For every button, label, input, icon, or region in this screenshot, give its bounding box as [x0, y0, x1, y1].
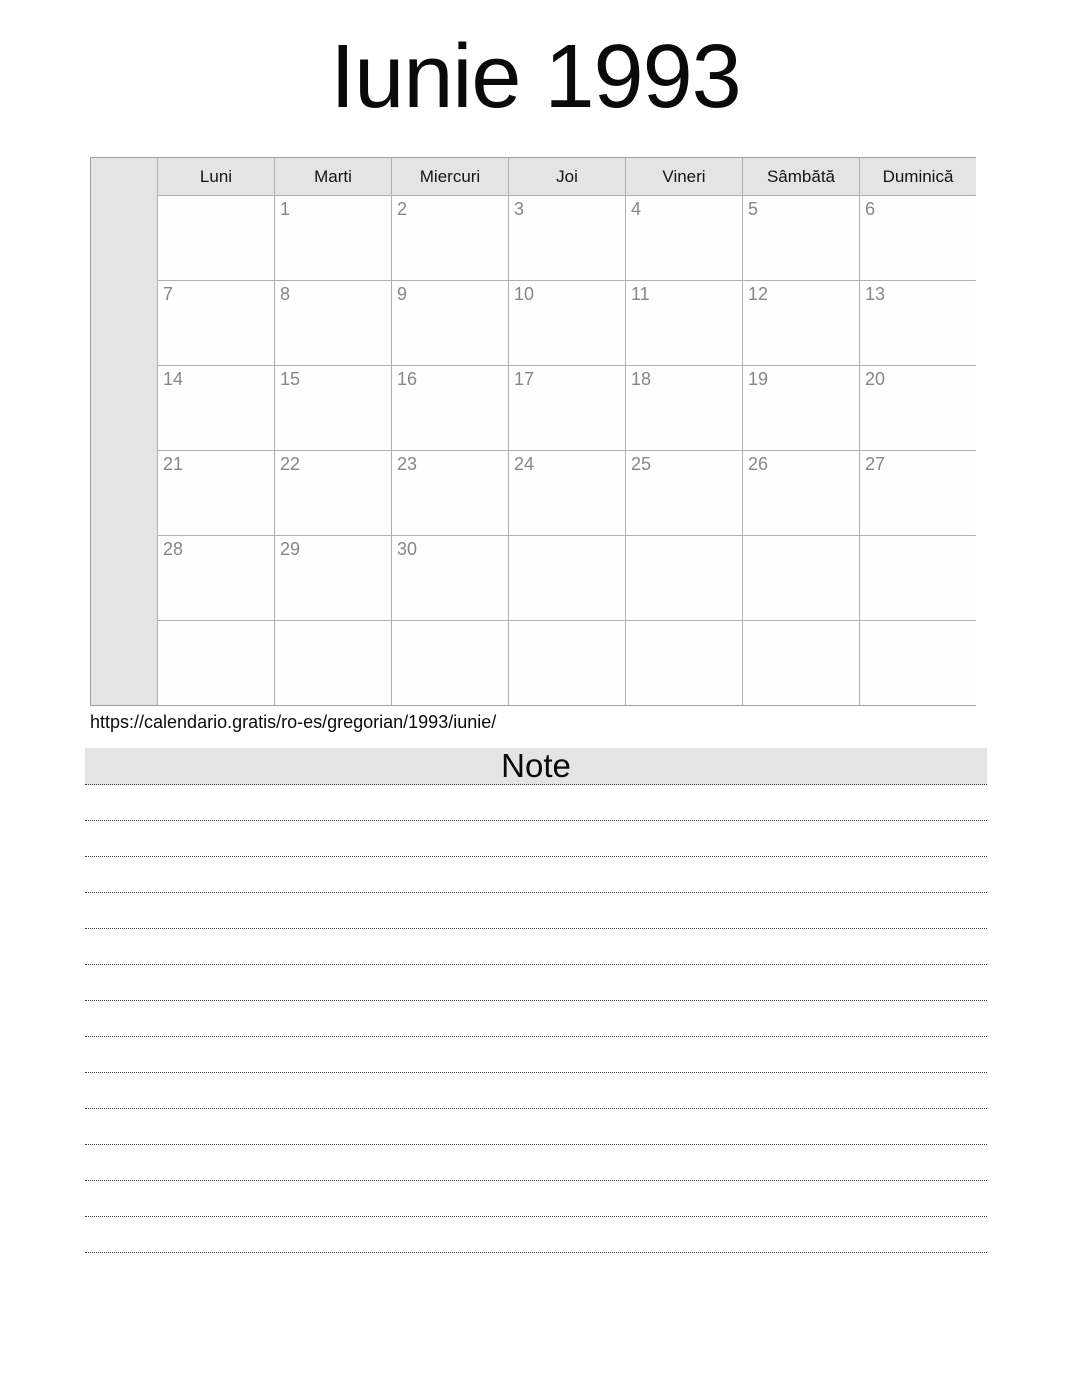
calendar-left-gutter [91, 158, 157, 705]
day-cell [392, 621, 508, 705]
calendar-table [90, 157, 976, 706]
day-cell [509, 451, 625, 535]
page-title: Iunie 1993 [330, 27, 741, 127]
day-header: Joi [509, 158, 625, 195]
day-cell [860, 366, 976, 450]
day-number: 28 [163, 539, 184, 559]
day-header: Marti [275, 158, 391, 195]
day-cell [275, 281, 391, 365]
day-cell [275, 451, 391, 535]
day-cell [158, 366, 274, 450]
day-cell [509, 536, 625, 620]
day-cell [860, 196, 976, 280]
note-line [85, 965, 987, 1001]
day-number: 5 [748, 199, 759, 219]
day-cell [158, 536, 274, 620]
day-header: Duminică [860, 158, 976, 195]
day-number: 29 [280, 539, 301, 559]
day-cell [743, 196, 859, 280]
day-cell [392, 451, 508, 535]
day-cell [158, 196, 274, 280]
note-line [85, 929, 987, 965]
note-line [85, 1109, 987, 1145]
day-cell [509, 196, 625, 280]
day-number: 17 [514, 369, 535, 389]
day-cell [743, 621, 859, 705]
day-number: 18 [631, 369, 652, 389]
notes-section [85, 748, 987, 1253]
day-cell [275, 621, 391, 705]
note-line [85, 1001, 987, 1037]
day-cell [626, 281, 742, 365]
day-cell [626, 196, 742, 280]
day-cell [158, 281, 274, 365]
day-cell [860, 281, 976, 365]
source-url: https://calendario.gratis/ro-es/gregorian/1993/iunie/ [90, 712, 497, 732]
day-cell [860, 451, 976, 535]
day-cell [626, 366, 742, 450]
day-number: 24 [514, 454, 535, 474]
day-number: 16 [397, 369, 418, 389]
note-line [85, 1217, 987, 1253]
day-cell [509, 621, 625, 705]
day-number: 23 [397, 454, 418, 474]
day-cell [626, 451, 742, 535]
day-number: 11 [631, 284, 650, 304]
day-number: 14 [163, 369, 184, 389]
day-cell [860, 621, 976, 705]
day-cell [392, 281, 508, 365]
note-line [85, 893, 987, 929]
day-number: 8 [280, 284, 291, 304]
day-cell [743, 281, 859, 365]
day-number: 7 [163, 284, 174, 304]
day-number: 6 [865, 199, 876, 219]
day-cell [743, 366, 859, 450]
note-line [85, 857, 987, 893]
notes-header: Note [85, 748, 987, 785]
note-lines [85, 785, 987, 1253]
day-number: 21 [163, 454, 184, 474]
day-cell [275, 366, 391, 450]
day-cell [626, 621, 742, 705]
day-cell [743, 451, 859, 535]
day-number: 30 [397, 539, 418, 559]
day-number: 19 [748, 369, 769, 389]
day-number: 26 [748, 454, 769, 474]
day-cell [626, 536, 742, 620]
day-number: 2 [397, 199, 408, 219]
day-cell [392, 536, 508, 620]
day-header: Vineri [626, 158, 742, 195]
note-line [85, 1181, 987, 1217]
day-number: 20 [865, 369, 886, 389]
note-line [85, 1037, 987, 1073]
day-number: 25 [631, 454, 652, 474]
day-number: 27 [865, 454, 886, 474]
day-number: 22 [280, 454, 301, 474]
day-number: 1 [280, 199, 291, 219]
day-cell [860, 536, 976, 620]
day-header: Miercuri [392, 158, 508, 195]
day-header: Luni [158, 158, 274, 195]
day-cell [509, 366, 625, 450]
day-number: 10 [514, 284, 535, 304]
day-cell [392, 196, 508, 280]
day-number: 15 [280, 369, 301, 389]
day-number: 12 [748, 284, 769, 304]
day-cell [509, 281, 625, 365]
day-cell [743, 536, 859, 620]
day-cell [275, 536, 391, 620]
day-cell [392, 366, 508, 450]
note-line [85, 821, 987, 857]
day-number: 9 [397, 284, 408, 304]
day-number: 13 [865, 284, 886, 304]
day-cell [158, 621, 274, 705]
day-header: Sâmbătă [743, 158, 859, 195]
note-line [85, 1145, 987, 1181]
day-cell [275, 196, 391, 280]
note-line [85, 785, 987, 821]
day-number: 3 [514, 199, 525, 219]
note-line [85, 1073, 987, 1109]
day-cell [158, 451, 274, 535]
day-number: 4 [631, 199, 642, 219]
